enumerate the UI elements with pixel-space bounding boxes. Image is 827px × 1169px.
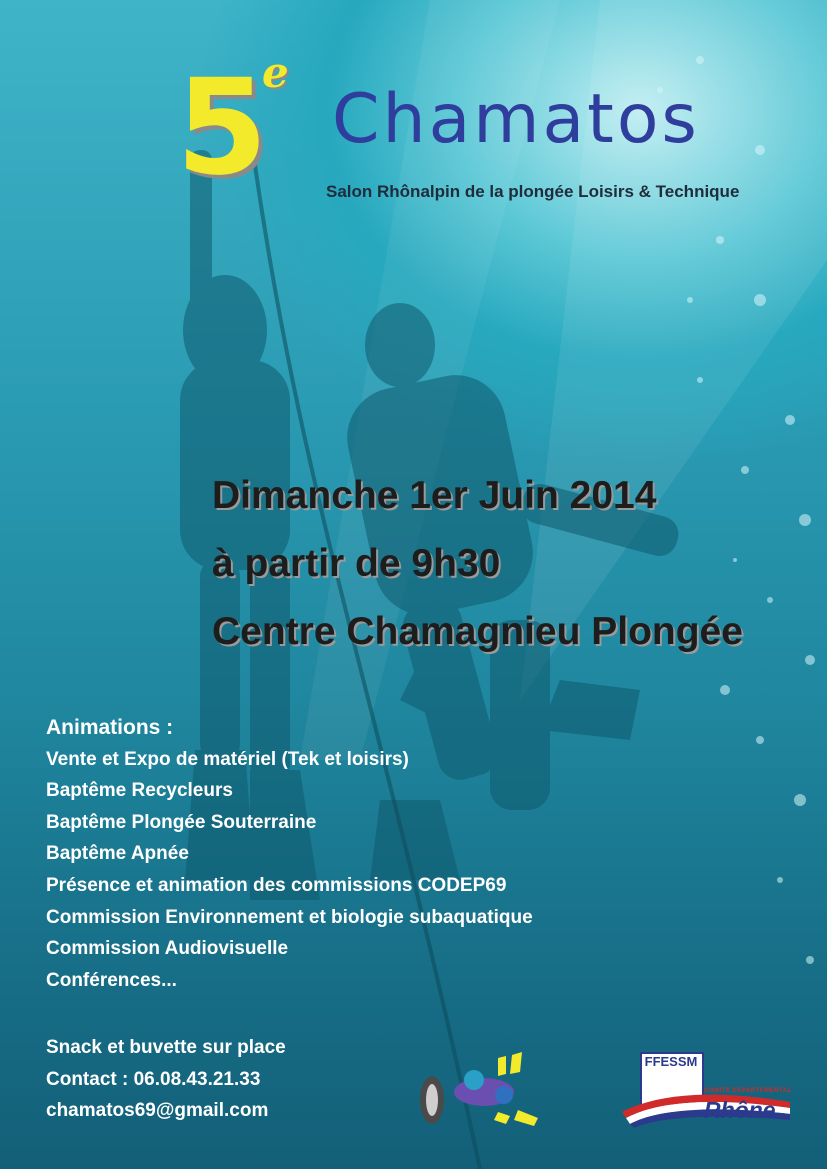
ffessm-region-text: Rhône: [704, 1097, 776, 1123]
activity-item: Présence et animation des commissions CODEP69: [46, 874, 507, 896]
activity-item: Commission Environnement et biologie subaquatique: [46, 906, 533, 928]
activity-item: Commission Audiovisuelle: [46, 938, 289, 960]
ffessm-comite-text: COMITE DEPARTEMENTAL: [704, 1088, 792, 1094]
event-details: [212, 462, 743, 666]
contact-info: [46, 1032, 286, 1127]
edition-number: 5: [176, 51, 268, 205]
event-time: à partir de 9h30: [212, 542, 501, 585]
event-subtitle: Salon Rhônalpin de la plongée Loisirs & Technique: [326, 182, 740, 201]
event-date: Dimanche 1er Juin 2014: [212, 474, 657, 517]
event-venue: Centre Chamagnieu Plongée: [212, 610, 743, 653]
contact-email[interactable]: chamatos69@gmail.com: [46, 1100, 269, 1121]
event-title: Chamatos: [332, 80, 700, 159]
activity-item: Baptême Plongée Souterraine: [46, 811, 317, 833]
activity-item: Baptême Recycleurs: [46, 780, 233, 802]
activities-list: [46, 712, 533, 996]
activity-item: Vente et Expo de matériel (Tek et loisirs): [46, 748, 409, 770]
diver-logo-icon: [414, 1050, 544, 1130]
activity-item: Conférences...: [46, 969, 177, 991]
activity-item: Baptême Apnée: [46, 843, 189, 865]
activities-heading: Animations :: [46, 716, 174, 739]
contact-phone: Contact : 06.08.43.21.33: [46, 1068, 261, 1090]
edition-suffix: e: [262, 48, 289, 97]
ffessm-logo-text: FFESSM: [644, 1054, 698, 1069]
snack-info: Snack et buvette sur place: [46, 1037, 286, 1058]
ffessm-rhone-logo: [620, 1052, 800, 1132]
